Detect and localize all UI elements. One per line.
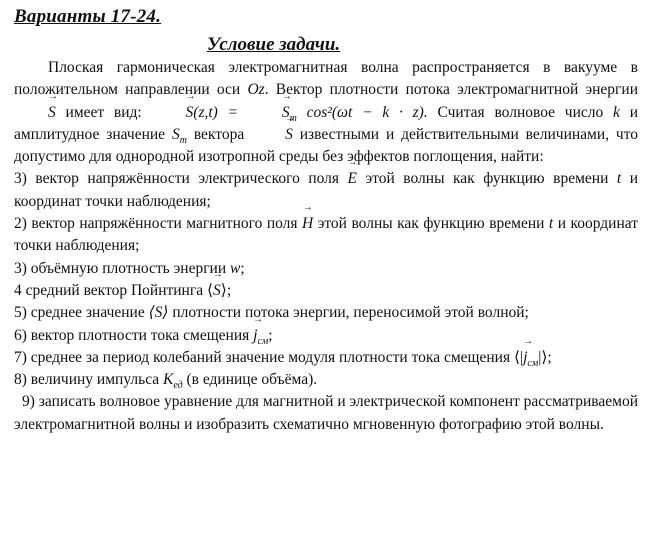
displacement-subscript: см	[257, 335, 269, 347]
intro-text-1: Плоская гармоническая электромагнитная волна распространяется в вакууме в положительном направлении оси	[14, 59, 638, 99]
item-5-text-a: 5) среднее значение	[14, 304, 149, 322]
intro-paragraph	[14, 57, 638, 168]
item-2-text-c: и координат точки наблюдения;	[14, 215, 639, 255]
displacement-current-symbol-2: → j	[523, 347, 527, 369]
task-item-3	[14, 258, 638, 280]
momentum-subscript: ед	[173, 380, 183, 392]
item-5-text-c: плотности потока энергии, переносимой этой волной;	[168, 304, 529, 322]
item-4-bracket-close: ⟩;	[220, 281, 232, 299]
item-1-text-a: 3) вектор напряжённости электрического поля	[14, 170, 348, 188]
formula-vector-Sm: → S	[248, 102, 290, 124]
item-7-text-a: 7) среднее за период колебаний значение модуля плотности тока смещения	[14, 348, 514, 366]
electric-field-symbol: → E	[348, 168, 357, 190]
time-symbol-2: t	[548, 215, 554, 233]
condition-heading: Условие задачи.	[207, 34, 341, 55]
item-6-text-a: 6) вектор плотности тока смещения	[14, 326, 254, 344]
poynting-vector-symbol: → S	[14, 102, 56, 124]
displacement-current-symbol: → j	[253, 325, 257, 347]
item-3-text-b: ;	[240, 259, 245, 277]
item-2-text-a: 2) вектор напряжённости магнитного поля	[14, 215, 303, 233]
item-1-text-c: и координат точки наблюдения;	[14, 170, 638, 210]
displacement-subscript-2: см	[527, 357, 539, 369]
intro-text-5: и амплитудное значение	[14, 103, 638, 143]
magnetic-field-symbol: → H	[302, 213, 313, 235]
variants-heading: Варианты 17-24.	[14, 6, 162, 27]
intro-text-7: известными и действительными величинами, что допустимо для однородной изотропной среды без эффектов поглощения, найти:	[14, 125, 639, 166]
mean-poynting-symbol: → S	[213, 280, 221, 302]
formula-subscript: m	[289, 112, 297, 124]
item-8-text-a: 8) величину импульса	[14, 371, 164, 389]
amplitude-subscript: m	[179, 134, 187, 146]
problem-text	[14, 57, 638, 436]
item-6-text-b: ;	[268, 326, 273, 344]
vector-S-symbol: → S	[251, 124, 293, 146]
item-4-bracket-open: ⟨	[206, 281, 214, 299]
intro-text-3: имеет вид:	[55, 103, 152, 121]
task-item-6	[14, 325, 638, 347]
amplitude-symbol: S	[171, 125, 180, 143]
intro-text-6: вектора	[186, 125, 252, 143]
poynting-formula: → S(z,t) = → $S_m$ cos²(ωt − k · z).	[152, 104, 428, 121]
axis-symbol: Oz	[247, 81, 265, 99]
task-item-1	[14, 168, 638, 213]
item-8-text-b: (в единице объёма).	[182, 371, 318, 389]
task-item-8	[14, 369, 638, 391]
energy-density-symbol: w	[230, 259, 241, 277]
task-item-4	[14, 280, 638, 302]
time-symbol: t	[616, 170, 622, 188]
item-3-text-a: 3) объёмную плотность энергии	[14, 259, 231, 277]
item-1-text-b: этой волны как функцию времени	[357, 170, 617, 188]
item-7-bracket-close: |⟩;	[538, 348, 552, 366]
task-item-7	[14, 347, 638, 369]
item-7-bracket-open: ⟨|	[513, 348, 524, 366]
task-item-9: 9) записать волновое уравнение для магнитной и электрической компонент рассматриваемой электромагнитной волны и изобразить схематично мгновенную фотографию этой волны.	[14, 393, 638, 433]
wave-number-symbol: k	[613, 103, 620, 121]
momentum-symbol: K	[163, 371, 174, 389]
item-2-text-b: этой волны как функцию времени	[313, 215, 549, 233]
formula-vector-S: → S	[152, 102, 194, 124]
mean-S-symbol: ⟨S⟩	[148, 304, 169, 322]
formula-tail: cos²(ωt − k · z).	[296, 103, 428, 121]
task-item-2	[14, 213, 638, 258]
item-4-text-a: 4 средний вектор Пойнтинга	[14, 281, 207, 299]
task-item-5	[14, 302, 638, 324]
intro-text-4: Считая волновое число	[427, 103, 614, 121]
intro-text-2: . Вектор плотности потока электромагнитной энергии	[264, 81, 639, 99]
